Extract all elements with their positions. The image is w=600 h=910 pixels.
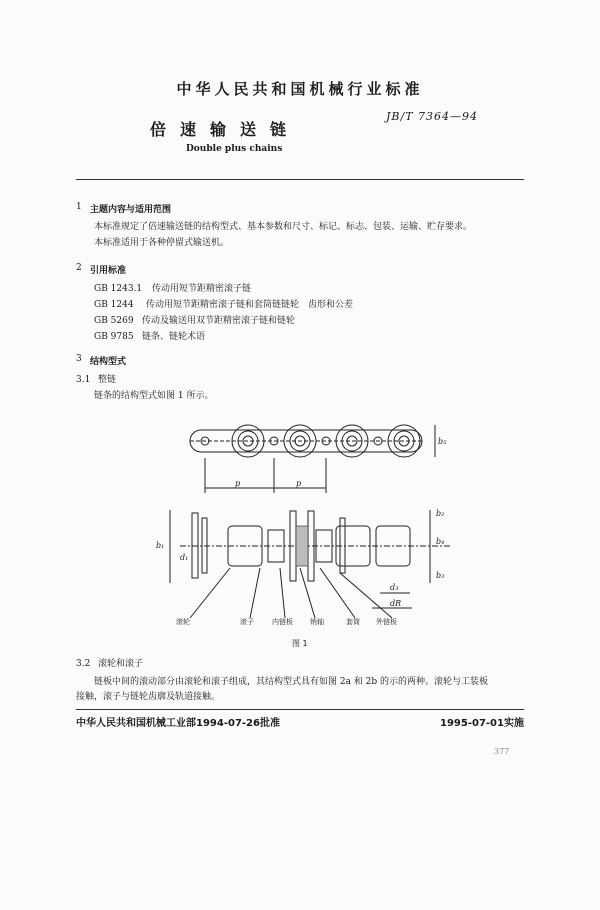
section-3-heading: 结构型式 — [90, 357, 127, 367]
part-label: 滚轮 — [176, 618, 190, 626]
part-label: 滚子 — [240, 618, 254, 626]
ministry-title: 中华人民共和国机械行业标准 — [176, 80, 424, 98]
subsection-3-1-text: 链条的结构型式如图 1 所示。 — [94, 391, 214, 401]
section-2-number: 2 — [76, 263, 82, 273]
label-b5: b₅ — [438, 437, 447, 446]
standard-title: 倍速输送链 — [150, 120, 301, 139]
label-b4: b₄ — [436, 537, 445, 546]
hatched-bush — [296, 526, 308, 566]
label-p: p — [296, 479, 302, 488]
section-1-para-1: 本标准规定了倍速输送链的结构型式、基本参数和尺寸、标记、标志、包装、运输、贮存要求。 — [94, 222, 473, 232]
subsection-3-1-heading: 整链 — [98, 375, 117, 385]
ref-text: 传动及输送用双节距精密滚子链和链轮 — [142, 316, 296, 326]
subsection-3-2-line-1: 链板中间的滚动部分由滚轮和滚子组成，其结构型式具有如图 2a 和 2b 的示的两种。滚轮与工装板 — [94, 677, 489, 687]
ref-text: 传动用短节距精密滚子链 — [152, 284, 252, 294]
section-2-heading: 引用标准 — [90, 266, 127, 276]
top-rule — [76, 179, 524, 180]
figure-caption: 图 1 — [292, 639, 308, 648]
ref-text: 链条、链轮术语 — [142, 332, 206, 342]
standard-number: JB/T 7364—94 — [386, 110, 479, 123]
subsection-3-2-heading: 滚轮和滚子 — [98, 659, 144, 669]
english-title: Double plus chains — [186, 144, 283, 154]
part-label: 套筒 — [346, 618, 360, 626]
label-b3: b₃ — [436, 571, 445, 580]
subsection-3-2-number: 3.2 — [76, 659, 91, 669]
part-label: 内链板 — [272, 618, 293, 626]
label-dR: dR — [390, 599, 402, 608]
subsection-3-2-line-2: 接触，滚子与链轮齿廓及轨道接触。 — [76, 692, 221, 702]
label-b1: b₁ — [156, 541, 165, 550]
section-1-number: 1 — [76, 202, 82, 212]
bottom-rule — [76, 709, 524, 710]
ref-code: GB 5269 — [94, 316, 134, 326]
effective-date: 1995-07-01实施 — [440, 718, 524, 729]
section-1-para-2: 本标准适用于各种停留式输送机。 — [94, 238, 230, 248]
label-d1: d₁ — [180, 553, 189, 562]
label-p: p — [235, 479, 241, 488]
section-3-number: 3 — [76, 354, 82, 364]
chain-diagram — [150, 418, 480, 628]
figure-1-chain-drawing — [150, 418, 480, 628]
ref-code: GB 1244 — [94, 300, 134, 310]
page-number: 377 — [494, 747, 510, 756]
ref-text: 传动用短节距精密滚子链和套筒链链轮 齿形和公差 — [146, 300, 354, 310]
approval-date: 中华人民共和国机械工业部1994-07-26批准 — [76, 718, 280, 729]
part-label: 外链板 — [376, 618, 397, 626]
subsection-3-1-number: 3.1 — [76, 375, 91, 385]
label-b2: b₂ — [436, 509, 445, 518]
ref-code: GB 9785 — [94, 332, 134, 342]
ref-code: GB 1243.1 — [94, 284, 143, 294]
section-1-heading: 主题内容与适用范围 — [90, 205, 172, 215]
part-label: 销轴 — [310, 618, 324, 626]
label-d3: d₃ — [390, 583, 399, 592]
